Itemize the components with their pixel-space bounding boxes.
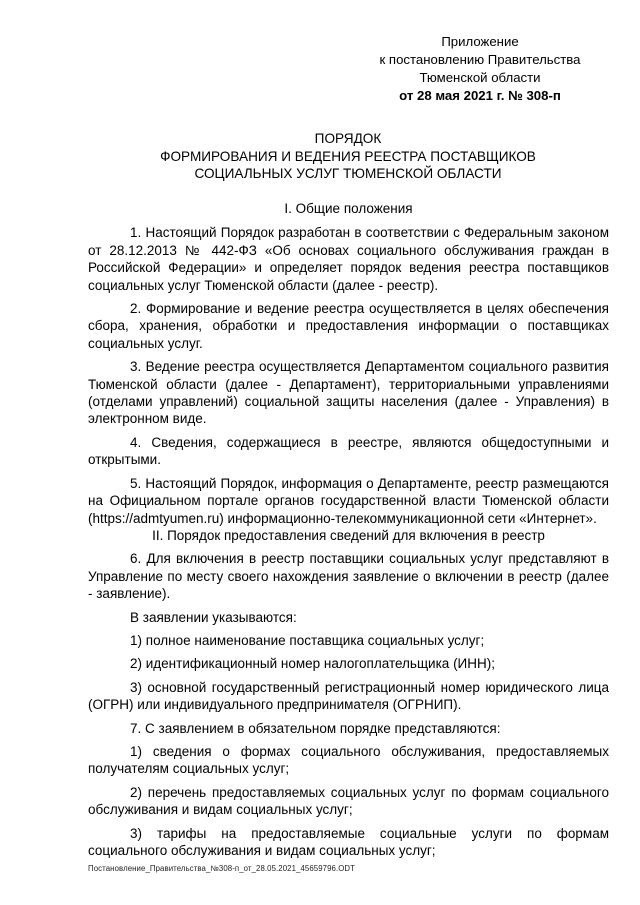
paragraph-6-item-3: 3) основной государственный регистрационный номер юридического лица (ОГРН) или индивидуального предпринимателя (ОГРНИП). xyxy=(88,679,609,713)
paragraph-1: 1. Настоящий Порядок разработан в соответствии с Федеральным законом от 28.12.2013 № 442-ФЗ «Об основах социального обслуживания граждан в Российской Федерации» и определяет порядок ведения реестра поставщиков социальных услуг Тюменской области (далее - реестр). xyxy=(88,225,609,293)
document-body xyxy=(88,200,609,859)
document-title xyxy=(88,130,608,183)
paragraph-4: 4. Сведения, содержащиеся в реестре, являются общедоступными и открытыми. xyxy=(88,434,609,468)
footer-filename: Постановление_Правительства_№308-п_от_28.05.2021_45659796.ODT xyxy=(88,864,355,873)
appendix-resolution: к постановлению Правительства xyxy=(379,52,581,67)
appendix-date-number: от 28 мая 2021 г. № 308-п xyxy=(399,88,561,103)
paragraph-3: 3. Ведение реестра осуществляется Департаментом социального развития Тюменской области (далее - Департамент), территориальными управлениями (отделами управлений) социальной защиты населения (далее - Управления) в электронном виде. xyxy=(88,359,609,427)
appendix-label: Приложение xyxy=(441,34,519,49)
paragraph-7-item-2: 2) перечень предоставляемых социальных услуг по формам социального обслуживания и видам социальных услуг; xyxy=(88,784,609,818)
paragraph-7-item-3: 3) тарифы на предоставляемые социальные услуги по формам социального обслуживания и видам социальных услуг; xyxy=(88,825,609,858)
paragraph-6-intro: В заявлении указываются: xyxy=(130,609,297,625)
paragraph-7: 7. С заявлением в обязательном порядке представляются: xyxy=(130,720,501,736)
paragraph-7-item-1: 1) сведения о формах социального обслуживания, предоставляемых получателям социальных услуг; xyxy=(88,743,609,777)
paragraph-6-item-1: 1) полное наименование поставщика социальных услуг; xyxy=(130,632,485,648)
section-2-heading: II. Порядок предоставления сведений для включения в реестр xyxy=(152,527,545,543)
title-line-3: СОЦИАЛЬНЫХ УСЛУГ ТЮМЕНСКОЙ ОБЛАСТИ xyxy=(194,166,502,181)
paragraph-6: 6. Для включения в реестр поставщики социальных услуг представляют в Управление по месту своего нахождения заявление о включении в реестр (далее - заявление). xyxy=(88,551,609,602)
paragraph-5: 5. Настоящий Порядок, информация о Департаменте, реестр размещаются на Официальном портале органов государственной власти Тюменской области (https://admtyumen.ru) информационно-телекоммуникационной сети «Интернет». xyxy=(88,475,609,526)
paragraph-2: 2. Формирование и ведение реестра осуществляется в целях обеспечения сбора, хранения, обработки и предоставления информации о поставщиках социальных услуг. xyxy=(88,301,609,351)
title-line-2: ФОРМИРОВАНИЯ И ВЕДЕНИЯ РЕЕСТРА ПОСТАВЩИКОВ xyxy=(160,148,536,164)
paragraph-6-item-2: 2) идентификационный номер налогоплательщика (ИНН); xyxy=(130,656,496,672)
section-1-heading: I. Общие положения xyxy=(284,201,413,216)
appendix-block xyxy=(330,33,630,105)
title-line-1: ПОРЯДОК xyxy=(314,131,382,146)
appendix-region: Тюменской области xyxy=(419,70,541,85)
